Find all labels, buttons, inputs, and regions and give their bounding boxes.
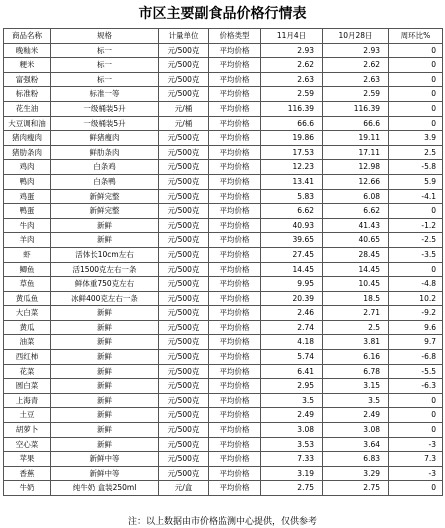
previous-price-cell: 18.5	[323, 291, 389, 306]
week-change-cell: -3.5	[389, 247, 443, 262]
spec-cell: 标一	[51, 58, 159, 73]
previous-price-cell: 17.11	[323, 145, 389, 160]
previous-price-cell: 6.62	[323, 204, 389, 219]
spec-cell: 新鲜中等	[51, 466, 159, 481]
spec-cell: 新鲜	[51, 423, 159, 438]
price-type-cell: 平均价格	[209, 160, 261, 175]
current-price-cell: 2.63	[261, 72, 323, 87]
price-type-cell: 平均价格	[209, 189, 261, 204]
unit-cell: 元/500克	[159, 379, 209, 394]
spec-cell: 纯牛奶 盒装250ml	[51, 481, 159, 496]
week-change-cell: 0	[389, 204, 443, 219]
previous-price-cell: 6.16	[323, 350, 389, 365]
table-row	[4, 452, 443, 467]
price-type-cell: 平均价格	[209, 481, 261, 496]
previous-price-cell: 2.75	[323, 481, 389, 496]
unit-cell: 元/500克	[159, 408, 209, 423]
spec-cell: 新鲜完整	[51, 204, 159, 219]
current-price-cell: 2.62	[261, 58, 323, 73]
table-body	[4, 43, 443, 495]
unit-cell: 元/500克	[159, 58, 209, 73]
previous-price-cell: 3.5	[323, 393, 389, 408]
unit-cell: 元/500克	[159, 350, 209, 365]
price-type-cell: 平均价格	[209, 291, 261, 306]
previous-price-cell: 2.5	[323, 320, 389, 335]
table-row	[4, 379, 443, 394]
table-row	[4, 393, 443, 408]
product-name-cell: 富强粉	[4, 72, 51, 87]
product-name-cell: 空心菜	[4, 437, 51, 452]
week-change-cell: 0	[389, 87, 443, 102]
week-change-cell: 0	[389, 116, 443, 131]
table-header-row	[4, 29, 443, 44]
table-row	[4, 204, 443, 219]
product-name-cell: 鸡蛋	[4, 189, 51, 204]
week-change-cell: 0	[389, 101, 443, 116]
week-change-cell: 0	[389, 408, 443, 423]
current-price-cell: 14.45	[261, 262, 323, 277]
price-type-cell: 平均价格	[209, 101, 261, 116]
previous-price-cell: 2.62	[323, 58, 389, 73]
unit-cell: 元/盒	[159, 481, 209, 496]
spec-cell: 标一	[51, 72, 159, 87]
week-change-cell: 7.3	[389, 452, 443, 467]
header-unit: 计量单位	[159, 29, 209, 44]
current-price-cell: 2.59	[261, 87, 323, 102]
unit-cell: 元/500克	[159, 320, 209, 335]
product-name-cell: 圆白菜	[4, 379, 51, 394]
price-type-cell: 平均价格	[209, 247, 261, 262]
week-change-cell: -3	[389, 437, 443, 452]
week-change-cell: 0	[389, 481, 443, 496]
price-type-cell: 平均价格	[209, 262, 261, 277]
product-name-cell: 大白菜	[4, 306, 51, 321]
price-type-cell: 平均价格	[209, 277, 261, 292]
table-row	[4, 247, 443, 262]
price-type-cell: 平均价格	[209, 423, 261, 438]
table-row	[4, 466, 443, 481]
table-row	[4, 43, 443, 58]
previous-price-cell: 3.64	[323, 437, 389, 452]
current-price-cell: 3.19	[261, 466, 323, 481]
unit-cell: 元/500克	[159, 160, 209, 175]
table-row	[4, 174, 443, 189]
spec-cell: 鲜肋条肉	[51, 145, 159, 160]
spec-cell: 活体长10cm左右	[51, 247, 159, 262]
current-price-cell: 3.5	[261, 393, 323, 408]
unit-cell: 元/500克	[159, 204, 209, 219]
week-change-cell: -6.3	[389, 379, 443, 394]
previous-price-cell: 2.71	[323, 306, 389, 321]
product-name-cell: 黄瓜	[4, 320, 51, 335]
product-name-cell: 苹果	[4, 452, 51, 467]
product-name-cell: 大豆调和油	[4, 116, 51, 131]
spec-cell: 白条鸭	[51, 174, 159, 189]
week-change-cell: -4.8	[389, 277, 443, 292]
product-name-cell: 猪肉瘦肉	[4, 131, 51, 146]
current-price-cell: 4.18	[261, 335, 323, 350]
unit-cell: 元/桶	[159, 116, 209, 131]
product-name-cell: 鲫鱼	[4, 262, 51, 277]
spec-cell: 鲜猪瘦肉	[51, 131, 159, 146]
week-change-cell: 0	[389, 58, 443, 73]
spec-cell: 新鲜	[51, 218, 159, 233]
product-name-cell: 草鱼	[4, 277, 51, 292]
unit-cell: 元/500克	[159, 233, 209, 248]
previous-price-cell: 3.81	[323, 335, 389, 350]
week-change-cell: -5.8	[389, 160, 443, 175]
unit-cell: 元/500克	[159, 466, 209, 481]
header-date-current: 11月4日	[261, 29, 323, 44]
product-name-cell: 粳米	[4, 58, 51, 73]
product-name-cell: 鸡肉	[4, 160, 51, 175]
price-type-cell: 平均价格	[209, 335, 261, 350]
unit-cell: 元/500克	[159, 393, 209, 408]
spec-cell: 新鲜	[51, 437, 159, 452]
header-date-previous: 10月28日	[323, 29, 389, 44]
current-price-cell: 5.83	[261, 189, 323, 204]
price-type-cell: 平均价格	[209, 306, 261, 321]
unit-cell: 元/500克	[159, 306, 209, 321]
previous-price-cell: 116.39	[323, 101, 389, 116]
unit-cell: 元/500克	[159, 291, 209, 306]
table-row	[4, 350, 443, 365]
spec-cell: 新鲜	[51, 350, 159, 365]
table-row	[4, 262, 443, 277]
spec-cell: 新鲜中等	[51, 452, 159, 467]
current-price-cell: 6.41	[261, 364, 323, 379]
current-price-cell: 19.86	[261, 131, 323, 146]
table-row	[4, 277, 443, 292]
spec-cell: 鲜体重750克左右	[51, 277, 159, 292]
product-name-cell: 猪肋条肉	[4, 145, 51, 160]
table-row	[4, 218, 443, 233]
product-name-cell: 上海青	[4, 393, 51, 408]
unit-cell: 元/500克	[159, 262, 209, 277]
previous-price-cell: 14.45	[323, 262, 389, 277]
table-row	[4, 72, 443, 87]
price-type-cell: 平均价格	[209, 145, 261, 160]
product-name-cell: 羊肉	[4, 233, 51, 248]
week-change-cell: 9.6	[389, 320, 443, 335]
previous-price-cell: 2.63	[323, 72, 389, 87]
price-type-cell: 平均价格	[209, 393, 261, 408]
current-price-cell: 9.95	[261, 277, 323, 292]
current-price-cell: 17.53	[261, 145, 323, 160]
current-price-cell: 2.95	[261, 379, 323, 394]
product-name-cell: 花菜	[4, 364, 51, 379]
spec-cell: 标准一等	[51, 87, 159, 102]
spec-cell: 新鲜	[51, 408, 159, 423]
spec-cell: 冰鲜400克左右一条	[51, 291, 159, 306]
header-product-name: 商品名称	[4, 29, 51, 44]
unit-cell: 元/500克	[159, 335, 209, 350]
unit-cell: 元/500克	[159, 452, 209, 467]
table-row	[4, 160, 443, 175]
spec-cell: 一级桶装5升	[51, 101, 159, 116]
price-type-cell: 平均价格	[209, 131, 261, 146]
week-change-cell: -2.5	[389, 233, 443, 248]
product-name-cell: 牛肉	[4, 218, 51, 233]
week-change-cell: 0	[389, 262, 443, 277]
previous-price-cell: 10.45	[323, 277, 389, 292]
product-name-cell: 香蕉	[4, 466, 51, 481]
spec-cell: 标一	[51, 43, 159, 58]
previous-price-cell: 40.65	[323, 233, 389, 248]
week-change-cell: 2.5	[389, 145, 443, 160]
previous-price-cell: 28.45	[323, 247, 389, 262]
previous-price-cell: 6.78	[323, 364, 389, 379]
spec-cell: 一级桶装5升	[51, 116, 159, 131]
product-name-cell: 标准粉	[4, 87, 51, 102]
product-name-cell: 鸭蛋	[4, 204, 51, 219]
spec-cell: 新鲜	[51, 320, 159, 335]
week-change-cell: 10.2	[389, 291, 443, 306]
price-type-cell: 平均价格	[209, 233, 261, 248]
price-type-cell: 平均价格	[209, 379, 261, 394]
spec-cell: 新鲜	[51, 364, 159, 379]
unit-cell: 元/500克	[159, 364, 209, 379]
current-price-cell: 12.23	[261, 160, 323, 175]
current-price-cell: 66.6	[261, 116, 323, 131]
previous-price-cell: 2.93	[323, 43, 389, 58]
price-type-cell: 平均价格	[209, 466, 261, 481]
table-row	[4, 437, 443, 452]
unit-cell: 元/500克	[159, 174, 209, 189]
current-price-cell: 5.74	[261, 350, 323, 365]
current-price-cell: 2.49	[261, 408, 323, 423]
product-name-cell: 油菜	[4, 335, 51, 350]
previous-price-cell: 6.83	[323, 452, 389, 467]
price-type-cell: 平均价格	[209, 87, 261, 102]
current-price-cell: 39.65	[261, 233, 323, 248]
price-type-cell: 平均价格	[209, 58, 261, 73]
current-price-cell: 3.08	[261, 423, 323, 438]
current-price-cell: 2.93	[261, 43, 323, 58]
table-row	[4, 101, 443, 116]
current-price-cell: 2.75	[261, 481, 323, 496]
previous-price-cell: 66.6	[323, 116, 389, 131]
current-price-cell: 27.45	[261, 247, 323, 262]
current-price-cell: 40.93	[261, 218, 323, 233]
table-row	[4, 320, 443, 335]
page-title: 市区主要副食品价格行情表	[138, 6, 307, 22]
price-type-cell: 平均价格	[209, 218, 261, 233]
product-name-cell: 晚籼米	[4, 43, 51, 58]
current-price-cell: 13.41	[261, 174, 323, 189]
spec-cell: 活1500克左右一条	[51, 262, 159, 277]
unit-cell: 元/500克	[159, 131, 209, 146]
product-name-cell: 花生油	[4, 101, 51, 116]
price-type-cell: 平均价格	[209, 452, 261, 467]
table-row	[4, 423, 443, 438]
current-price-cell: 20.39	[261, 291, 323, 306]
current-price-cell: 3.53	[261, 437, 323, 452]
spec-cell: 新鲜	[51, 306, 159, 321]
current-price-cell: 6.62	[261, 204, 323, 219]
week-change-cell: -3	[389, 466, 443, 481]
unit-cell: 元/500克	[159, 43, 209, 58]
price-type-cell: 平均价格	[209, 72, 261, 87]
unit-cell: 元/500克	[159, 189, 209, 204]
table-row	[4, 408, 443, 423]
unit-cell: 元/500克	[159, 145, 209, 160]
week-change-cell: -6.8	[389, 350, 443, 365]
previous-price-cell: 12.98	[323, 160, 389, 175]
previous-price-cell: 41.43	[323, 218, 389, 233]
table-row	[4, 364, 443, 379]
week-change-cell: -9.2	[389, 306, 443, 321]
header-price-type: 价格类型	[209, 29, 261, 44]
week-change-cell: -4.1	[389, 189, 443, 204]
price-type-cell: 平均价格	[209, 364, 261, 379]
table-row	[4, 233, 443, 248]
week-change-cell: 0	[389, 393, 443, 408]
product-name-cell: 胡萝卜	[4, 423, 51, 438]
product-name-cell: 土豆	[4, 408, 51, 423]
previous-price-cell: 6.08	[323, 189, 389, 204]
price-type-cell: 平均价格	[209, 116, 261, 131]
spec-cell: 新鲜	[51, 379, 159, 394]
week-change-cell: 0	[389, 43, 443, 58]
week-change-cell: 5.9	[389, 174, 443, 189]
previous-price-cell: 3.08	[323, 423, 389, 438]
unit-cell: 元/桶	[159, 101, 209, 116]
spec-cell: 白条鸡	[51, 160, 159, 175]
unit-cell: 元/500克	[159, 218, 209, 233]
product-name-cell: 牛奶	[4, 481, 51, 496]
product-name-cell: 西红柿	[4, 350, 51, 365]
table-row	[4, 189, 443, 204]
table-row	[4, 306, 443, 321]
table-row	[4, 481, 443, 496]
previous-price-cell: 3.15	[323, 379, 389, 394]
table-row	[4, 116, 443, 131]
table-row	[4, 131, 443, 146]
price-type-cell: 平均价格	[209, 204, 261, 219]
price-type-cell: 平均价格	[209, 174, 261, 189]
price-type-cell: 平均价格	[209, 43, 261, 58]
current-price-cell: 2.74	[261, 320, 323, 335]
previous-price-cell: 3.29	[323, 466, 389, 481]
current-price-cell: 2.46	[261, 306, 323, 321]
header-spec: 规格	[51, 29, 159, 44]
price-type-cell: 平均价格	[209, 408, 261, 423]
week-change-cell: 0	[389, 423, 443, 438]
previous-price-cell: 2.49	[323, 408, 389, 423]
spec-cell: 新鲜	[51, 233, 159, 248]
unit-cell: 元/500克	[159, 247, 209, 262]
previous-price-cell: 19.11	[323, 131, 389, 146]
previous-price-cell: 12.66	[323, 174, 389, 189]
price-type-cell: 平均价格	[209, 320, 261, 335]
header-week-change: 周环比%	[389, 29, 443, 44]
spec-cell: 新鲜	[51, 393, 159, 408]
week-change-cell: 3.9	[389, 131, 443, 146]
table-row	[4, 87, 443, 102]
footer-note: 注：以上数据由市价格监测中心提供，仅供参考	[127, 517, 317, 527]
previous-price-cell: 2.59	[323, 87, 389, 102]
price-type-cell: 平均价格	[209, 437, 261, 452]
unit-cell: 元/500克	[159, 423, 209, 438]
unit-cell: 元/500克	[159, 72, 209, 87]
table-row	[4, 58, 443, 73]
table-row	[4, 145, 443, 160]
unit-cell: 元/500克	[159, 87, 209, 102]
current-price-cell: 7.33	[261, 452, 323, 467]
price-table	[3, 28, 443, 496]
week-change-cell: 0	[389, 72, 443, 87]
spec-cell: 新鲜	[51, 335, 159, 350]
unit-cell: 元/500克	[159, 277, 209, 292]
table-row	[4, 291, 443, 306]
unit-cell: 元/500克	[159, 437, 209, 452]
spec-cell: 新鲜完整	[51, 189, 159, 204]
current-price-cell: 116.39	[261, 101, 323, 116]
week-change-cell: 9.7	[389, 335, 443, 350]
product-name-cell: 虾	[4, 247, 51, 262]
table-row	[4, 335, 443, 350]
product-name-cell: 黄瓜鱼	[4, 291, 51, 306]
week-change-cell: -1.2	[389, 218, 443, 233]
product-name-cell: 鸭肉	[4, 174, 51, 189]
week-change-cell: -5.5	[389, 364, 443, 379]
price-type-cell: 平均价格	[209, 350, 261, 365]
